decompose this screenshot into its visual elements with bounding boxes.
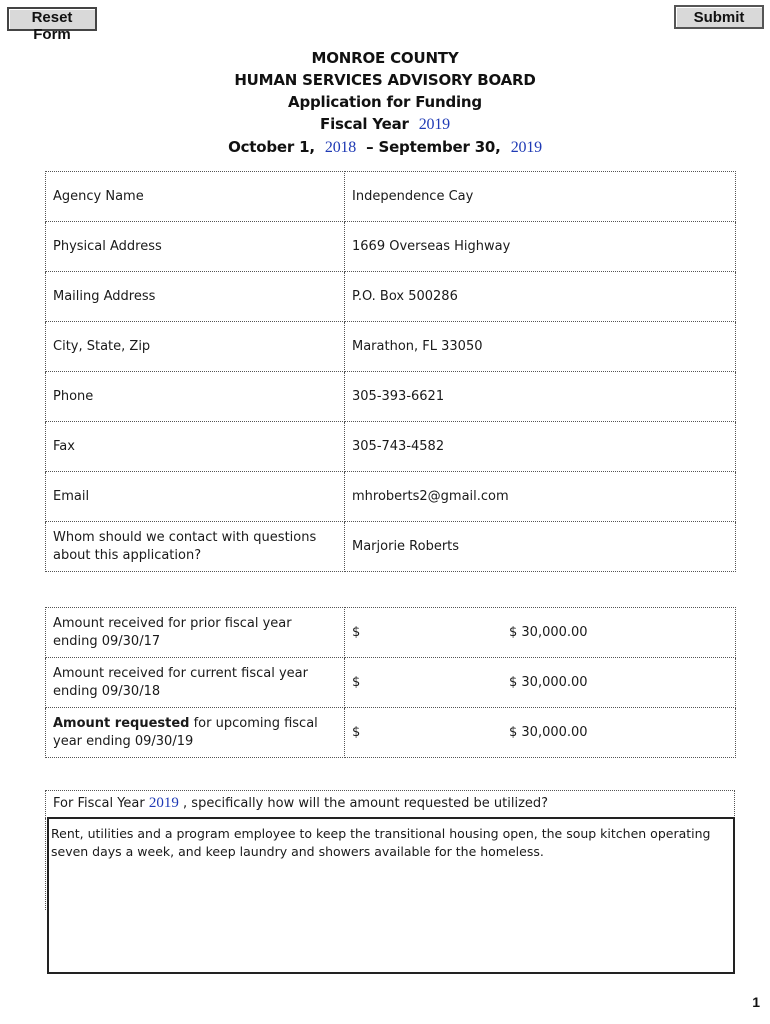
funding-label-bold: Amount requested	[53, 715, 190, 731]
agency-info-row	[46, 272, 736, 322]
funding-label	[46, 708, 345, 758]
funding-label	[46, 658, 345, 708]
period-start-year-field[interactable]: 2018	[324, 139, 357, 156]
field-value-input[interactable]: 1669 Overseas Highway	[345, 222, 736, 272]
funding-label-text: Amount received for current fiscal year ending 09/30/18	[53, 665, 308, 699]
funding-row	[46, 608, 736, 658]
field-label: Email	[46, 472, 345, 522]
usage-question-suffix: , specifically how will the amount requested be utilized?	[183, 796, 549, 811]
usage-question-prefix: For Fiscal Year	[53, 796, 145, 811]
field-value-input[interactable]: Marjorie Roberts	[345, 522, 736, 572]
field-label: Phone	[46, 372, 345, 422]
period-line	[0, 136, 770, 159]
agency-info-row	[46, 222, 736, 272]
funding-amount-input[interactable]	[345, 708, 736, 758]
funding-label-text: for upcoming fiscal year ending 09/30/19	[53, 715, 318, 749]
period-end-year-field[interactable]: 2019	[510, 139, 542, 156]
period-end-label: – September 30,	[366, 138, 501, 156]
field-value-input[interactable]: Marathon, FL 33050	[345, 322, 736, 372]
period-start-label: October 1,	[228, 138, 315, 156]
field-label: Agency Name	[46, 172, 345, 222]
fiscal-year-label: Fiscal Year	[320, 115, 409, 133]
field-label: Mailing Address	[46, 272, 345, 322]
funding-label-text: Amount received for prior fiscal year ending 09/30/17	[53, 615, 292, 649]
agency-info-table	[45, 171, 736, 572]
field-label: Physical Address	[46, 222, 345, 272]
field-label: Whom should we contact with questions about this application?	[46, 522, 345, 572]
currency-symbol: $	[352, 624, 361, 640]
funding-label	[46, 608, 345, 658]
field-value-input[interactable]: P.O. Box 500286	[345, 272, 736, 322]
board-title: HUMAN SERVICES ADVISORY BOARD	[234, 71, 536, 89]
funding-amount: $ 30,000.00	[509, 624, 588, 640]
field-value-input[interactable]: Independence Cay	[345, 172, 736, 222]
funding-table	[45, 607, 736, 758]
funding-row	[46, 658, 736, 708]
funding-amount-input[interactable]	[345, 608, 736, 658]
field-label: Fax	[46, 422, 345, 472]
currency-symbol: $	[352, 724, 361, 740]
funding-amount: $ 30,000.00	[509, 724, 588, 740]
reset-form-button[interactable]: Reset Form	[7, 7, 97, 31]
form-heading	[0, 47, 770, 159]
agency-info-row	[46, 422, 736, 472]
agency-info-row	[46, 472, 736, 522]
county-title: MONROE COUNTY	[311, 49, 459, 67]
usage-answer-textarea[interactable]: Rent, utilities and a program employee to keep the transitional housing open, the soup kitchen operating seven days a week, and keep laundry and showers available for the homeless.	[47, 817, 735, 974]
page-number: 1	[752, 994, 760, 1010]
funding-amount-input[interactable]	[345, 658, 736, 708]
usage-question	[45, 790, 735, 818]
field-value-input[interactable]: 305-393-6621	[345, 372, 736, 422]
agency-info-row	[46, 522, 736, 572]
currency-symbol: $	[352, 674, 361, 690]
agency-info-row	[46, 172, 736, 222]
field-value-input[interactable]: 305-743-4582	[345, 422, 736, 472]
agency-info-row	[46, 322, 736, 372]
usage-question-year-field[interactable]: 2019	[148, 795, 179, 811]
agency-info-row	[46, 372, 736, 422]
funding-row	[46, 708, 736, 758]
field-value-input[interactable]: mhroberts2@gmail.com	[345, 472, 736, 522]
field-label: City, State, Zip	[46, 322, 345, 372]
submit-button[interactable]: Submit	[674, 5, 764, 29]
fiscal-year-field[interactable]: 2019	[418, 116, 450, 133]
funding-amount: $ 30,000.00	[509, 674, 588, 690]
form-subtitle: Application for Funding	[288, 93, 482, 111]
fiscal-year-line	[0, 113, 770, 136]
